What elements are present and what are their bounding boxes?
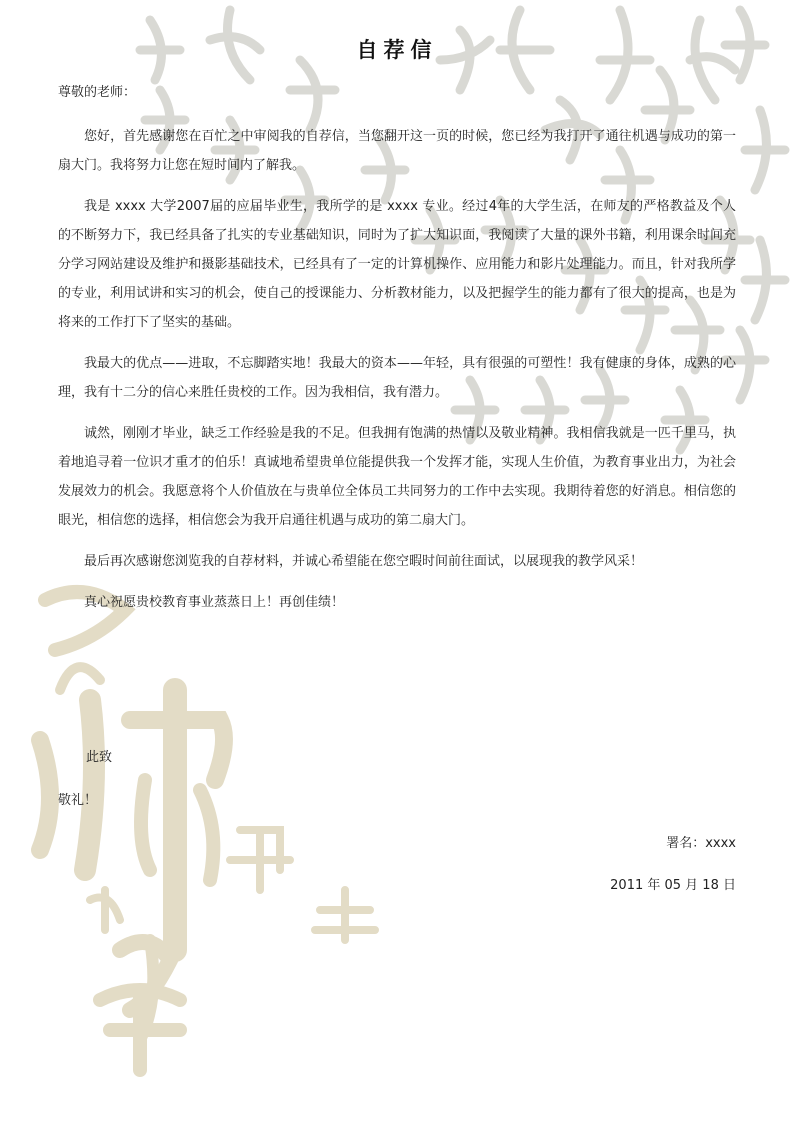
body-paragraph-1: 您好，首先感谢您在百忙之中审阅我的自荐信，当您翻开这一页的时候，您已经为我打开了通往机遇与成功的第一扇大门。我将努力让您在短时间内了解我。 <box>58 129 736 173</box>
letter-date: 2011 年 05 月 18 日 <box>610 878 736 893</box>
closing-salutation-2: 敬礼！ <box>58 793 98 808</box>
closing-salutation-1: 此致 <box>86 750 113 765</box>
body-paragraph-6: 真心祝愿贵校教育事业蒸蒸日上！再创佳绩！ <box>84 595 345 610</box>
body-paragraph-5: 最后再次感谢您浏览我的自荐材料，并诚心希望能在您空暇时间前往面试，以展现我的教学风采！ <box>84 554 644 569</box>
body-paragraph-2: 我是 xxxx 大学2007届的应届毕业生，我所学的是 xxxx 专业。经过4年的大学生活，在师友的严格教益及个人的不断努力下，我已经具备了扎实的专业基础知识，同时为了扩大知识面，我阅读了大量的课外书籍，利用课余时间充分学习网站建设及维护和摄影基础技术，已经具有了一定的计算机操作、应用能力和影片处理能力。而且，针对我所学的专业，利用试讲和实习的机会，使自己的授课能力、分析教材能力，以及把握学生的能力都有了很大的提高，也是为将来的工作打下了坚实的基础。 <box>58 199 736 330</box>
letter-title: 自荐信 <box>356 38 438 62</box>
body-paragraph-4: 诚然，刚刚才毕业，缺乏工作经验是我的不足。但我拥有饱满的热情以及敬业精神。我相信我就是一匹千里马，执着地追寻着一位识才重才的伯乐！真诚地希望贵单位能提供我一个发挥才能，实现人生价值，为教育事业出力，为社会发展效力的机会。我愿意将个人价值放在与贵单位全体员工共同努力的工作中去实现。我期待着您的好消息。相信您的眼光，相信您的选择，相信您会为我开启通往机遇与成功的第二扇大门。 <box>58 426 736 528</box>
letter-body <box>58 122 736 629</box>
body-paragraph-3: 我最大的优点——进取，不忘脚踏实地！我最大的资本——年轻，具有很强的可塑性！我有健康的身体，成熟的心理，我有十二分的信心来胜任贵校的工作。因为我相信，我有潜力。 <box>58 356 736 400</box>
signature: 署名：xxxx <box>666 836 736 851</box>
letter-greeting: 尊敬的老师： <box>58 85 137 100</box>
